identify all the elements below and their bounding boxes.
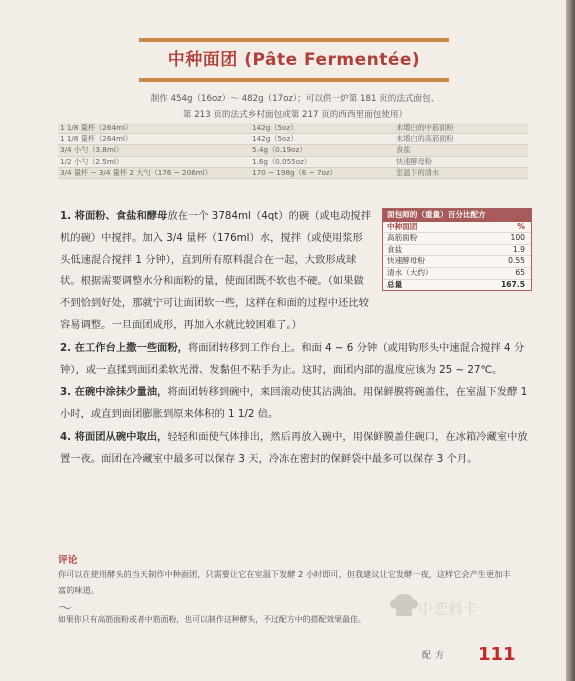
percent-row (383, 233, 531, 245)
ingredient-row (58, 167, 528, 178)
step-text: 轻轻和面使气体排出，然后再放入碗中，用保鲜膜盖住碗口，在冰箱冷藏室中放置一夜。面团在冷藏室中最多可以保存 3 天，冷冻在密封的保鲜袋中最多可以保存 3 个月。 (60, 430, 528, 465)
percent-header-row (383, 222, 531, 234)
percent-box-wrap (382, 208, 530, 292)
percent-row (383, 245, 531, 257)
percent-label: 快速酵母粉 (387, 256, 425, 266)
tilde-ornament: ～ (58, 601, 72, 617)
ingredient-row (58, 123, 528, 134)
percent-value: 100 (510, 233, 525, 243)
step-4 (60, 427, 530, 471)
percent-value: 65 (515, 267, 525, 277)
step-2 (60, 338, 530, 382)
percent-label: 清水（大约） (387, 267, 433, 277)
ingredient-weight: 1.6g（0.055oz） (232, 156, 394, 167)
comment-title: 评论 (58, 555, 78, 566)
ingredient-weight: 142g（5oz） (232, 123, 394, 134)
ingredient-row (58, 145, 528, 156)
ingredient-name: 未增白的高筋面粉 (394, 134, 528, 145)
ingredient-volume: 3/4 量杯 ~ 3/4 量杯 2 大勺（176 ~ 206ml） (58, 167, 232, 178)
ingredient-volume: 3/4 小勺（3.8ml） (58, 145, 232, 156)
step-text: 放在一个 3784ml（4qt）的碗（或电动搅拌机的碗）中搅拌。加入 3/4 量杯（176ml）水，搅拌（或使用浆形头低速混合搅拌 1 分钟），直到所有原料混合在一起，大致形成球状。根据需要调整水分和面粉的量，使面团既不软也不硬。（如果做不到恰到好处，那就宁可让面团软一些，这样在和面的过程中还比较容易调整。一旦面团成形，再加入水就比较困难了。） (60, 210, 371, 331)
ingredient-weight: 5.4g（0.19oz） (232, 145, 394, 156)
ingredient-weight: 170 ~ 198g（6 ~ 7oz） (232, 167, 394, 178)
title-rule-top (139, 38, 449, 42)
percent-box-title: 面包师的（重量）百分比配方 (383, 209, 531, 222)
footnote-text: 如果你只有高筋面粉或者中筋面粉，也可以制作这种酵头，不过配方中的搭配效果最佳。 (58, 615, 366, 624)
percent-total-label: 总量 (387, 279, 403, 289)
percent-label: 食盐 (387, 244, 403, 254)
comment-text: 你可以在使用酵头的当天制作中种面团，只需要让它在室温下发酵 2 小时即可，但我建议让它发酵一夜，这样它会产生更加丰富的味道。 (58, 569, 511, 595)
percent-value: 1.9 (512, 244, 525, 254)
ingredient-table (58, 123, 528, 179)
ingredient-row (58, 156, 528, 167)
recipe-title: 中种面团 (Pâte Fermentée) (167, 50, 421, 70)
step-lead: 2. 在工作台上撒一些面粉， (60, 341, 188, 354)
method-steps (60, 206, 530, 471)
ingredient-volume: 1/2 小勺（2.5ml） (58, 156, 232, 167)
baker-percentage-box (382, 208, 532, 291)
step-lead: 1. 将面粉、食盐和酵母 (60, 210, 168, 222)
ingredient-name: 食盐 (394, 145, 528, 156)
percent-value: 0.55 (508, 256, 525, 266)
step-lead: 3. 在碗中涂抹少量油， (60, 386, 168, 399)
ingredient-name: 未增白的中筋面粉 (394, 123, 528, 134)
ingredient-name: 室温下的清水 (394, 167, 528, 178)
title-rule-bottom (139, 78, 449, 82)
yield-note (80, 91, 510, 123)
percent-header-label: 中种面团 (387, 221, 418, 231)
percent-header-unit: % (517, 221, 525, 231)
percent-row (383, 268, 531, 280)
title-block (134, 38, 454, 82)
ingredient-weight: 142g（5oz） (232, 134, 394, 145)
step-text: 将面团转移到工作台上。和面 4 ~ 6 分钟（或用钩形头中速混合搅拌 4 分钟），或一直揉到面团柔软光滑、发黏但不粘手为止。这时，面团内部的温度应该为 25 ~ 27℃。 (60, 341, 525, 376)
watermark-text: 中恋料卡 (418, 600, 479, 618)
ingredient-row (58, 134, 528, 145)
page-number: 111 (478, 644, 516, 665)
percent-label: 高筋面粉 (387, 233, 418, 243)
percent-total-row (383, 280, 531, 291)
footer-section: 配方 (422, 651, 449, 661)
yield-line-1: 制作 454g（16oz）～ 482g（17oz）；可以供一炉第 181 页的法式面包、 (150, 94, 440, 104)
yield-line-2: 第 213 页的法式乡村面包或第 217 页的西西里面包使用） (182, 110, 408, 120)
step-lead: 4. 将面团从碗中取出， (60, 430, 168, 443)
step-text: 将面团转移到碗中，来回滚动使其沾满油。用保鲜膜将碗盖住，在室温下发酵 1 小时，或直到面团膨胀到原来体积的 1 1/2 倍。 (60, 386, 528, 421)
step-1 (60, 206, 530, 337)
ingredient-volume: 1 1/8 量杯（264ml） (58, 134, 232, 145)
step-3 (60, 382, 530, 426)
ingredient-volume: 1 1/8 量杯（264ml） (58, 123, 232, 134)
percent-total-value: 167.5 (500, 279, 525, 289)
ingredient-name: 快速酵母粉 (394, 156, 528, 167)
book-spine (566, 0, 575, 681)
percent-row (383, 256, 531, 268)
